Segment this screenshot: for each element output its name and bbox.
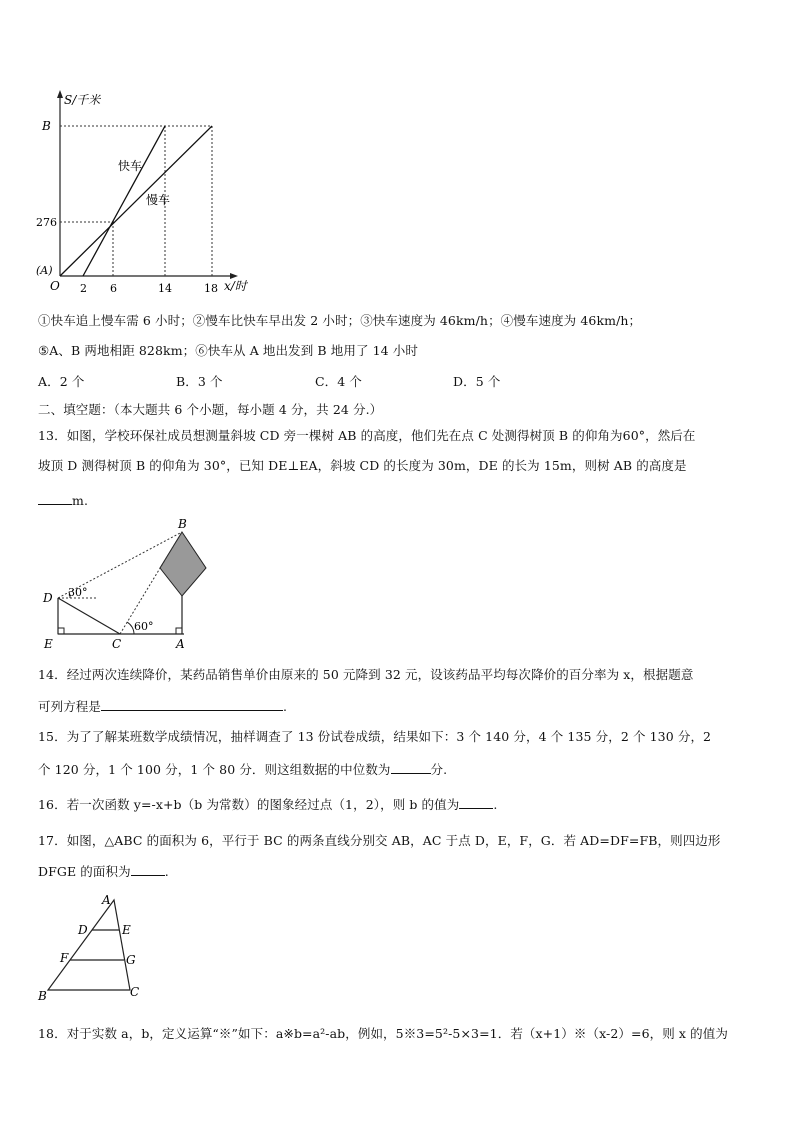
label-e: E	[122, 923, 131, 937]
q15-line2	[38, 761, 447, 778]
x-axis-label: x/时	[224, 279, 247, 293]
fast-car-label: 快车	[118, 159, 143, 173]
q16-line	[38, 796, 497, 813]
tree-crown	[160, 532, 206, 596]
q17-line2-prefix: DFGE 的面积为	[38, 864, 131, 879]
q17-line2-suffix: .	[164, 864, 169, 879]
q12-option-a: A．2 个	[38, 374, 85, 389]
q14-line2-suffix: .	[283, 699, 288, 714]
y-axis-label: S/千米	[64, 93, 101, 107]
triangle-abc	[48, 900, 130, 990]
y-label-276: 276	[36, 216, 57, 229]
slow-car-line	[60, 126, 212, 276]
section2-heading: 二、填空题：（本大题共 6 个小题，每小题 4 分，共 24 分.）	[38, 402, 383, 417]
q15-line2-suffix: 分.	[430, 762, 448, 777]
x-tick-2: 2	[80, 282, 87, 295]
y-label-b: B	[42, 119, 51, 133]
label-b: B	[38, 989, 47, 1002]
q15-line1: 15．为了了解某班数学成绩情况，抽样调查了 13 份试卷成绩，结果如下：3 个 140 分，4 个 135 分，2 个 130 分，2	[38, 729, 712, 744]
q12-option-d: D．5 个	[453, 374, 501, 389]
q16-prefix: 16．若一次函数 y=-x+b（b 为常数）的图象经过点（1，2），则 b 的值为	[38, 797, 460, 812]
label-d: D	[78, 923, 88, 937]
label-a: A	[102, 893, 111, 907]
q15-line2-prefix: 个 120 分，1 个 100 分，1 个 80 分．则这组数据的中位数为	[38, 762, 391, 777]
q16-suffix: .	[493, 797, 498, 812]
q17-line2	[38, 863, 169, 880]
label-angle-30: 30°	[68, 586, 88, 599]
label-e: E	[44, 637, 53, 651]
q17-answer-blank[interactable]	[131, 863, 165, 876]
distance-time-graph	[34, 88, 254, 300]
q12-statements-line2: ⑤A、B 两地相距 828km；⑥快车从 A 地出发到 B 地用了 14 小时	[38, 343, 419, 358]
q15-answer-blank[interactable]	[391, 761, 431, 774]
q17-triangle-figure	[34, 890, 146, 1002]
q12-option-b: B．3 个	[176, 374, 223, 389]
q14-line2-prefix: 可列方程是	[38, 699, 102, 714]
q12-statements-line1: ①快车追上慢车需 6 小时；②慢车比快车早出发 2 小时；③快车速度为 46km/h；④慢车速度为 46km/h；	[38, 313, 642, 328]
q13-line1: 13．如图，学校环保社成员想测量斜坡 CD 旁一棵树 AB 的高度，他们先在点 C 处测得树顶 B 的仰角为60°，然后在	[38, 428, 696, 443]
label-a: A	[176, 637, 185, 651]
q13-answer-blank[interactable]	[38, 492, 72, 505]
x-tick-6: 6	[110, 282, 117, 295]
label-b: B	[178, 517, 187, 531]
q16-answer-blank[interactable]	[459, 796, 493, 809]
q14-answer-blank[interactable]	[101, 698, 283, 711]
label-c: C	[130, 985, 140, 999]
y-label-a: (A)	[36, 264, 53, 277]
label-f: F	[60, 951, 69, 965]
q12-option-c: C．4 个	[315, 374, 362, 389]
label-g: G	[126, 953, 136, 967]
angle-arc-60	[127, 622, 134, 634]
right-angle-e	[58, 628, 64, 634]
slope-cd	[58, 598, 120, 634]
label-angle-60: 60°	[134, 620, 154, 633]
right-angle-a	[176, 628, 182, 634]
y-axis-arrow	[57, 90, 63, 98]
slow-car-label: 慢车	[146, 193, 171, 207]
label-c: C	[112, 637, 122, 651]
q13-line2: 坡顶 D 测得树顶 B 的仰角为 30°，已知 DE⊥EA，斜坡 CD 的长度为 30m，DE 的长为 15m，则树 AB 的高度是	[38, 458, 687, 473]
q13-slope-tree-figure	[38, 516, 218, 652]
q18-line1: 18．对于实数 a，b，定义运算“※”如下：a※b=a²-ab，例如，5※3=5²-5×3=1．若（x+1）※（x-2）=6，则 x 的值为	[38, 1026, 728, 1041]
q13-line3	[38, 492, 88, 509]
x-tick-18: 18	[204, 282, 218, 295]
x-tick-14: 14	[158, 282, 172, 295]
label-d: D	[43, 591, 53, 605]
origin-label: O	[50, 279, 60, 293]
q17-line1: 17．如图，△ABC 的面积为 6，平行于 BC 的两条直线分别交 AB，AC 于点 D，E，F，G．若 AD=DF=FB，则四边形	[38, 833, 721, 848]
q14-line1: 14．经过两次连续降价，某药品销售单价由原来的 50 元降到 32 元，设该药品平均每次降价的百分率为 x，根据题意	[38, 667, 694, 682]
q13-unit: m.	[72, 493, 89, 508]
q14-line2	[38, 698, 287, 715]
